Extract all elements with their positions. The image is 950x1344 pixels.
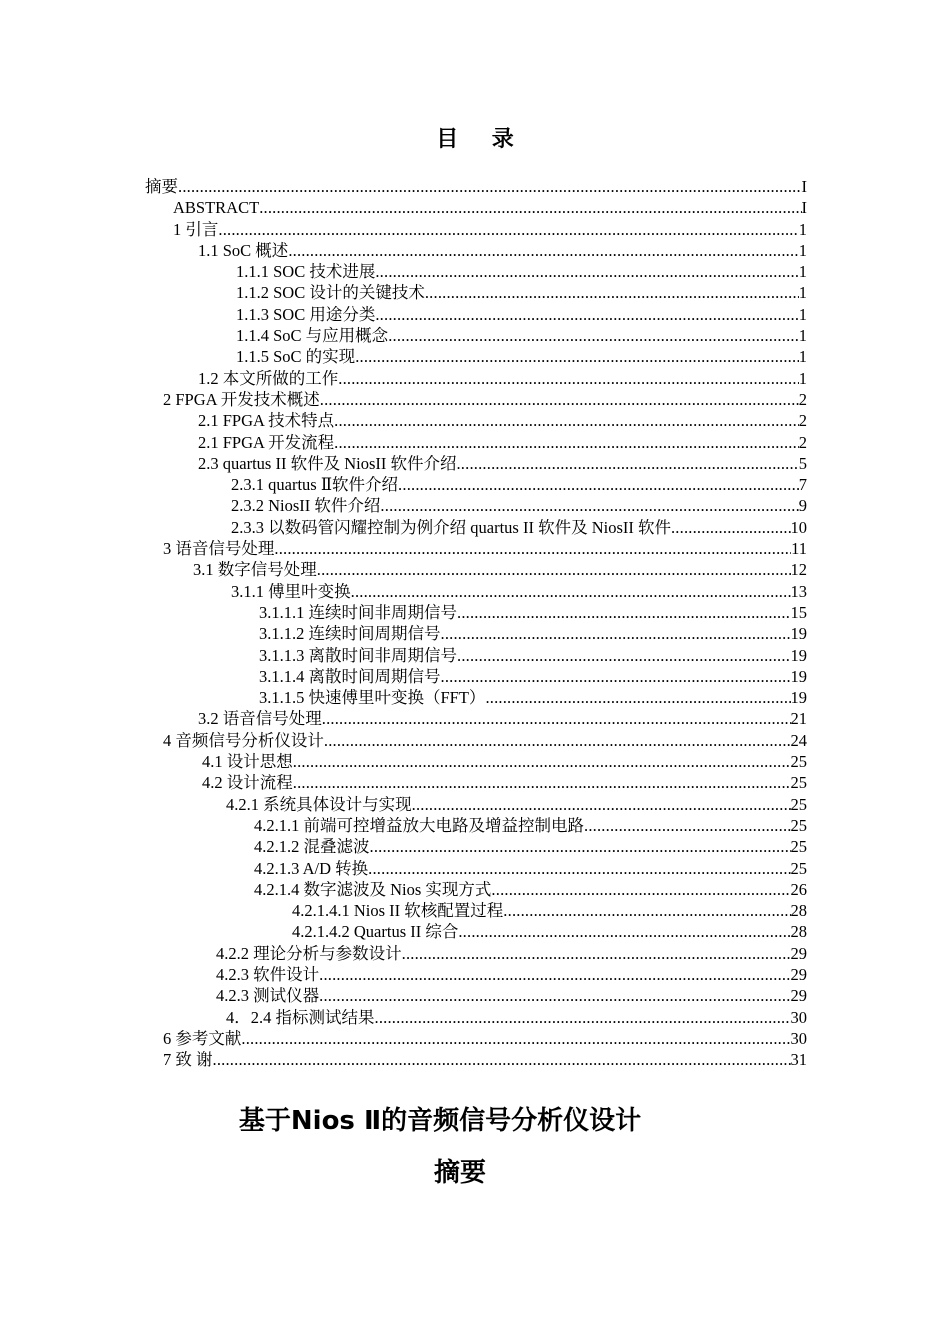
toc-entry-page: 15 xyxy=(790,602,807,622)
toc-entry[interactable] xyxy=(0,943,950,964)
toc-entry-title: 2.3.3 以数码管闪耀控制为例介绍 quartus II 软件及 NiosII 软件 xyxy=(231,517,671,537)
abstract-heading: 摘要 xyxy=(433,1158,486,1188)
toc-leader xyxy=(375,1007,791,1028)
toc-entry[interactable] xyxy=(0,815,950,836)
toc-leader xyxy=(334,432,799,453)
toc-entry-page: 10 xyxy=(790,517,807,537)
toc-entry-title: 7 致 谢 xyxy=(163,1050,213,1070)
toc-entry-page: 19 xyxy=(790,666,807,686)
toc-entry-title: 1.1.3 SOC 用途分类 xyxy=(236,304,376,324)
toc-title: 目 录 xyxy=(436,126,528,151)
toc-entry-page: 9 xyxy=(798,496,807,516)
toc-entry-title: 4.2.2 理论分析与参数设计 xyxy=(216,943,402,963)
toc-entry[interactable] xyxy=(0,836,950,857)
toc-leader xyxy=(402,943,791,964)
toc-leader xyxy=(380,495,798,516)
toc-entry-page: 19 xyxy=(790,688,807,708)
toc-entry-title: 1.1.2 SOC 设计的关键技术 xyxy=(236,283,425,303)
toc-entry-title: 4.2.1.4.1 Nios II 软核配置过程 xyxy=(292,901,504,921)
toc-leader xyxy=(274,538,791,559)
toc-leader xyxy=(398,474,799,495)
toc-entry-page: 19 xyxy=(790,645,807,665)
toc-entry[interactable] xyxy=(0,794,950,815)
toc-entry-page: 28 xyxy=(790,901,807,921)
toc-entry-page: 1 xyxy=(798,368,807,388)
toc-entry-title: 3.1.1.2 连续时间周期信号 xyxy=(259,624,441,644)
toc-entry-page: 30 xyxy=(790,1007,807,1027)
toc-leader xyxy=(293,772,791,793)
toc-leader xyxy=(319,985,790,1006)
toc-entry-title: 3.1.1 傅里叶变换 xyxy=(231,581,351,601)
toc-entry[interactable] xyxy=(0,772,950,793)
toc-leader xyxy=(259,197,801,218)
table-of-contents xyxy=(0,176,950,1070)
toc-entry-title: 3 语音信号处理 xyxy=(163,539,275,559)
toc-entry-page: 1 xyxy=(798,347,807,367)
toc-leader xyxy=(441,666,791,687)
toc-entry-page: 2 xyxy=(798,411,807,431)
toc-leader xyxy=(441,623,791,644)
toc-entry-title: 1 引言 xyxy=(173,219,219,239)
toc-leader xyxy=(351,581,791,602)
toc-entry-title: 2.1 FPGA 开发流程 xyxy=(198,432,335,452)
toc-entry[interactable] xyxy=(0,1049,950,1070)
toc-entry[interactable] xyxy=(0,1007,950,1028)
toc-entry-title: 1.1 SoC 概述 xyxy=(198,240,289,260)
toc-entry[interactable] xyxy=(0,282,950,303)
toc-leader xyxy=(485,687,790,708)
toc-entry-title: 1.1.5 SoC 的实现 xyxy=(236,347,356,367)
toc-leader xyxy=(320,389,799,410)
toc-leader xyxy=(425,282,799,303)
toc-entry[interactable] xyxy=(0,304,950,325)
toc-entry[interactable] xyxy=(0,900,950,921)
toc-leader xyxy=(388,325,799,346)
toc-entry-title: 4．2.4 指标测试结果 xyxy=(226,1007,375,1027)
toc-entry-title: 2 FPGA 开发技术概述 xyxy=(163,389,320,409)
toc-entry-page: 24 xyxy=(790,730,807,750)
toc-entry-page: 1 xyxy=(798,304,807,324)
toc-entry-title: 3.1.1.1 连续时间非周期信号 xyxy=(259,602,457,622)
toc-entry[interactable] xyxy=(0,389,950,410)
toc-entry[interactable] xyxy=(0,197,950,218)
toc-entry[interactable] xyxy=(0,368,950,389)
toc-entry[interactable] xyxy=(0,453,950,474)
toc-entry[interactable] xyxy=(0,708,950,729)
toc-entry[interactable] xyxy=(0,1028,950,1049)
toc-entry-page: 25 xyxy=(790,837,807,857)
toc-entry[interactable] xyxy=(0,581,950,602)
toc-entry-title: 4.2.1.1 前端可控增益放大电路及增益控制电路 xyxy=(254,815,584,835)
toc-entry[interactable] xyxy=(0,517,950,538)
toc-entry-page: 19 xyxy=(790,624,807,644)
toc-entry-page: 1 xyxy=(798,326,807,346)
toc-entry-page: 7 xyxy=(798,475,807,495)
toc-entry-title: 2.3.1 quartus Ⅱ软件介绍 xyxy=(231,475,399,495)
toc-entry[interactable] xyxy=(0,325,950,346)
toc-entry-page: 1 xyxy=(798,262,807,282)
toc-entry-title: 3.1.1.3 离散时间非周期信号 xyxy=(259,645,457,665)
toc-entry-page: 1 xyxy=(798,283,807,303)
toc-leader xyxy=(457,602,791,623)
toc-entry-page: 25 xyxy=(790,773,807,793)
toc-entry[interactable] xyxy=(0,474,950,495)
toc-entry-page: I xyxy=(801,177,807,196)
toc-leader xyxy=(671,517,791,538)
toc-entry-page: 29 xyxy=(790,986,807,1006)
toc-entry-page: 11 xyxy=(791,539,807,559)
toc-entry-title: 2.3 quartus II 软件及 NiosII 软件介绍 xyxy=(198,453,457,473)
toc-entry-title: 4.2.1.4.2 Quartus II 综合 xyxy=(292,922,459,942)
toc-entry-page: 25 xyxy=(790,858,807,878)
toc-leader xyxy=(293,751,791,772)
toc-leader xyxy=(288,240,798,261)
toc-entry-page: 31 xyxy=(790,1050,807,1070)
toc-entry-page: 29 xyxy=(790,964,807,984)
toc-leader xyxy=(457,645,791,666)
toc-leader xyxy=(456,453,798,474)
toc-entry-page: 25 xyxy=(790,794,807,814)
toc-entry[interactable] xyxy=(0,559,950,580)
toc-entry-title: 4.2.1.2 混叠滤波 xyxy=(254,837,370,857)
toc-leader xyxy=(503,900,790,921)
toc-entry-title: 4.2.1.4 数字滤波及 Nios 实现方式 xyxy=(254,879,492,899)
toc-leader xyxy=(368,858,790,879)
toc-entry-title: 2.1 FPGA 技术特点 xyxy=(198,411,335,431)
toc-leader xyxy=(319,964,790,985)
toc-leader xyxy=(458,921,790,942)
toc-entry-title: 4.2.1 系统具体设计与实现 xyxy=(226,794,412,814)
toc-leader xyxy=(491,879,790,900)
toc-leader xyxy=(375,304,798,325)
toc-entry-title: 3.1.1.5 快速傅里叶变换（FFT） xyxy=(259,688,486,708)
toc-entry-title: 摘要 xyxy=(145,177,178,196)
toc-leader xyxy=(375,261,798,282)
toc-entry-page: 2 xyxy=(798,432,807,452)
toc-entry[interactable] xyxy=(0,623,950,644)
toc-entry[interactable] xyxy=(0,176,950,197)
toc-entry[interactable] xyxy=(0,858,950,879)
toc-entry-page: 29 xyxy=(790,943,807,963)
toc-entry[interactable] xyxy=(0,602,950,623)
toc-entry-title: 3.1 数字信号处理 xyxy=(193,560,317,580)
toc-entry-title: ABSTRACT xyxy=(173,198,260,218)
toc-entry-page: 25 xyxy=(790,815,807,835)
toc-entry-page: 5 xyxy=(798,453,807,473)
toc-leader xyxy=(317,559,791,580)
toc-entry[interactable] xyxy=(0,921,950,942)
toc-entry-page: 21 xyxy=(790,709,807,729)
toc-leader xyxy=(334,410,799,431)
toc-entry[interactable] xyxy=(0,346,950,367)
toc-entry-page: 1 xyxy=(798,240,807,260)
toc-entry-title: 4.2.1.3 A/D 转换 xyxy=(254,858,369,878)
toc-entry-page: 25 xyxy=(790,752,807,772)
toc-entry-page: 26 xyxy=(790,879,807,899)
toc-entry[interactable] xyxy=(0,495,950,516)
toc-entry-page: 13 xyxy=(790,581,807,601)
toc-entry-title: 2.3.2 NiosII 软件介绍 xyxy=(231,496,381,516)
toc-leader xyxy=(218,219,798,240)
toc-leader xyxy=(241,1028,790,1049)
toc-entry-page: 2 xyxy=(798,389,807,409)
toc-entry-title: 1.2 本文所做的工作 xyxy=(198,368,339,388)
toc-leader xyxy=(338,368,799,389)
toc-entry-page: 1 xyxy=(798,219,807,239)
toc-entry-title: 3.1.1.4 离散时间周期信号 xyxy=(259,666,441,686)
toc-leader xyxy=(412,794,791,815)
toc-entry[interactable] xyxy=(0,410,950,431)
toc-entry-page: 12 xyxy=(790,560,807,580)
toc-entry-title: 4.1 设计思想 xyxy=(202,752,293,772)
toc-entry[interactable] xyxy=(0,240,950,261)
toc-entry[interactable] xyxy=(0,687,950,708)
toc-entry-page: I xyxy=(801,198,807,218)
document-title: 基于Nios Ⅱ的音频信号分析仪设计 xyxy=(238,1106,642,1136)
toc-entry[interactable] xyxy=(0,985,950,1006)
toc-entry[interactable] xyxy=(0,261,950,282)
toc-entry[interactable] xyxy=(0,879,950,900)
toc-entry-title: 4 音频信号分析仪设计 xyxy=(163,730,324,750)
toc-entry-title: 4.2.3 测试仪器 xyxy=(216,986,320,1006)
toc-leader xyxy=(322,708,791,729)
toc-entry-title: 3.2 语音信号处理 xyxy=(198,709,322,729)
toc-leader xyxy=(213,1049,791,1070)
toc-entry[interactable] xyxy=(0,964,950,985)
toc-entry[interactable] xyxy=(0,432,950,453)
toc-leader xyxy=(178,176,802,197)
toc-leader xyxy=(324,730,791,751)
toc-leader xyxy=(584,815,791,836)
toc-entry[interactable] xyxy=(0,219,950,240)
toc-entry-title: 6 参考文献 xyxy=(163,1028,242,1048)
toc-entry[interactable] xyxy=(0,645,950,666)
toc-entry[interactable] xyxy=(0,666,950,687)
toc-entry-title: 1.1.4 SoC 与应用概念 xyxy=(236,326,389,346)
toc-entry[interactable] xyxy=(0,538,950,559)
toc-entry-page: 30 xyxy=(790,1028,807,1048)
toc-entry-title: 1.1.1 SOC 技术进展 xyxy=(236,262,376,282)
toc-leader xyxy=(370,836,791,857)
toc-entry-title: 4.2.3 软件设计 xyxy=(216,964,320,984)
toc-leader xyxy=(355,346,799,367)
toc-entry-title: 4.2 设计流程 xyxy=(202,773,293,793)
toc-entry-page: 28 xyxy=(790,922,807,942)
toc-entry[interactable] xyxy=(0,730,950,751)
toc-entry[interactable] xyxy=(0,751,950,772)
